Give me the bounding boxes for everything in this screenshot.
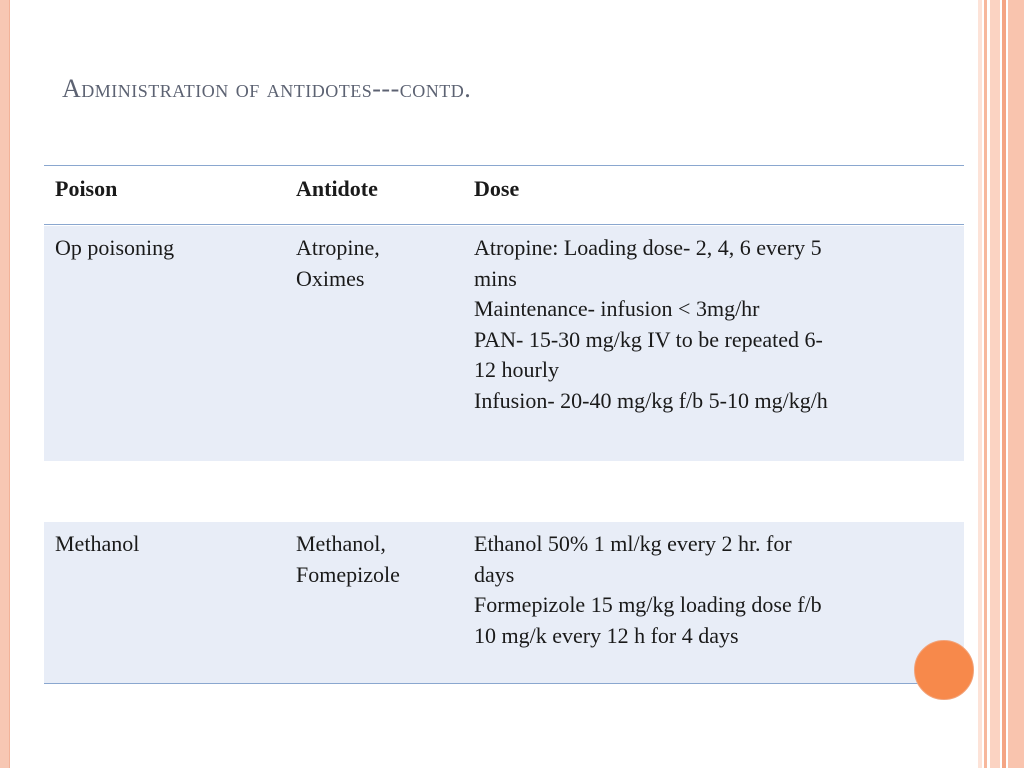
dose-line: Atropine: Loading dose- 2, 4, 6 every 5	[474, 235, 822, 260]
stripe	[978, 0, 982, 768]
slide-title: Administration of antidotes---contd.	[62, 74, 472, 103]
cell-antidote	[296, 226, 474, 461]
right-decorative-stripes	[978, 0, 1024, 768]
stripe	[984, 0, 987, 768]
dose-line: 12 hourly	[474, 357, 559, 382]
dose-line: Ethanol 50% 1 ml/kg every 2 hr. for	[474, 531, 792, 556]
table-row	[44, 522, 964, 684]
table-row	[44, 226, 964, 461]
cell-poison: Methanol	[55, 531, 140, 556]
decorative-orange-circle	[914, 640, 974, 700]
stripe	[990, 0, 1000, 768]
left-decorative-stripe	[0, 0, 10, 768]
stripe	[1002, 0, 1006, 768]
dose-line: PAN- 15-30 mg/kg IV to be repeated 6-	[474, 326, 823, 352]
header-poison: Poison	[44, 166, 296, 225]
antidote-line: Methanol,	[296, 531, 386, 556]
dose-line: Formepizole 15 mg/kg loading dose f/b	[474, 592, 822, 617]
dose-line: days	[474, 561, 515, 587]
cell-poison: Op poisoning	[55, 235, 175, 260]
dose-line: Infusion- 20-40 mg/kg f/b 5-10 mg/kg/h	[474, 387, 828, 413]
cell-dose	[474, 226, 964, 461]
antidote-line: Oximes	[296, 265, 365, 291]
dose-line: mins	[474, 265, 517, 291]
header-antidote: Antidote	[296, 166, 474, 225]
cell-dose	[474, 522, 964, 683]
dose-line: 10 mg/k every 12 h for 4 days	[474, 622, 739, 648]
antidote-line: Atropine,	[296, 235, 380, 260]
stripe	[1008, 0, 1024, 768]
dose-line: Maintenance- infusion < 3mg/hr	[474, 296, 760, 321]
table-header	[44, 165, 964, 225]
cell-antidote	[296, 522, 474, 683]
antidote-line: Fomepizole	[296, 561, 400, 587]
header-dose: Dose	[474, 166, 964, 225]
